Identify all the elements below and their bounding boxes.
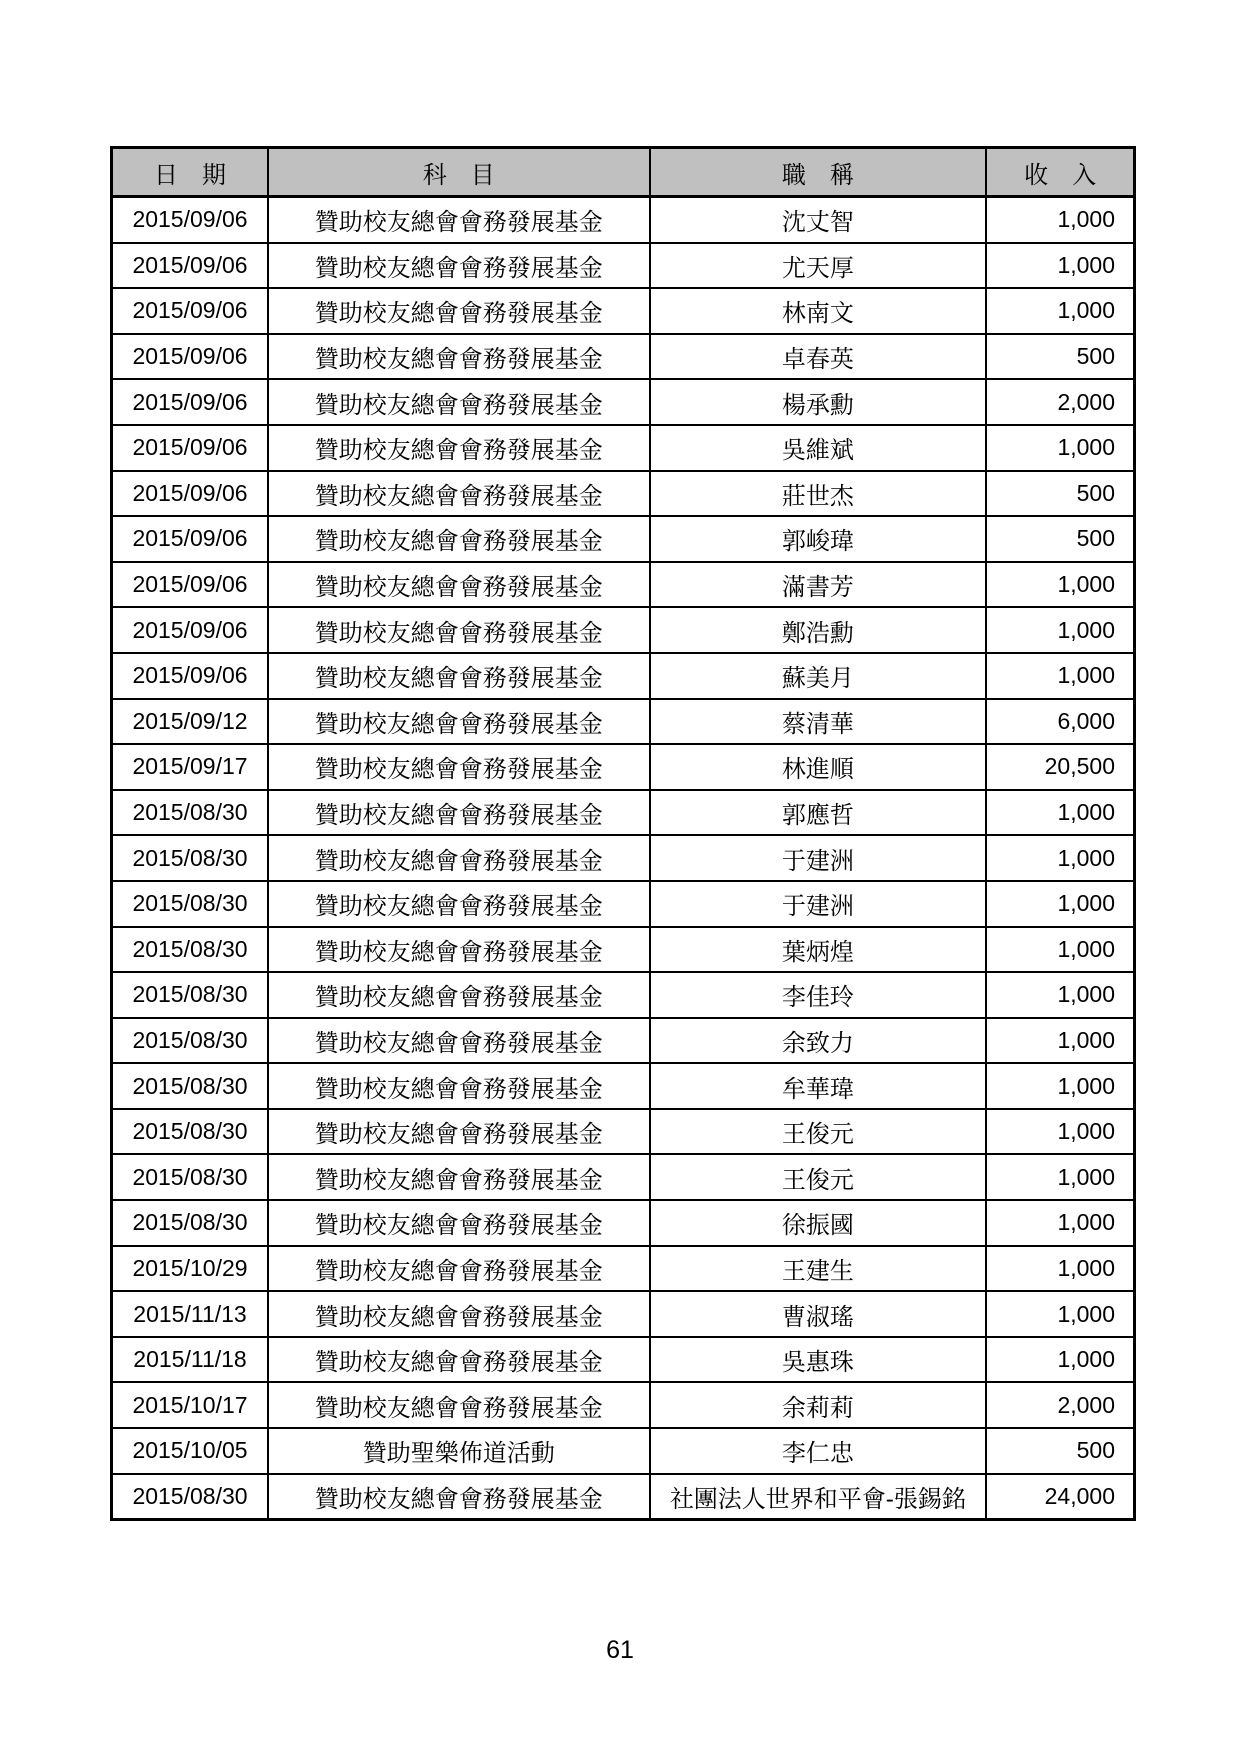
date-cell: 2015/09/06 [112,379,269,425]
date-cell: 2015/08/30 [112,1200,269,1246]
title-cell: 徐振國 [650,1200,987,1246]
table-row [112,243,1135,289]
title-cell: 李仁忠 [650,1428,987,1474]
income-cell: 1,000 [986,1018,1134,1064]
income-cell: 1,000 [986,1337,1134,1383]
income-cell: 1,000 [986,1246,1134,1292]
title-cell: 郭峻瑋 [650,516,987,562]
date-cell: 2015/09/06 [112,607,269,653]
title-cell: 葉炳煌 [650,927,987,973]
subject-cell: 贊助校友總會會務發展基金 [268,562,650,608]
title-cell: 沈丈智 [650,197,987,243]
title-cell: 余莉莉 [650,1382,987,1428]
income-cell: 1,000 [986,607,1134,653]
table-row [112,972,1135,1018]
page-number: 61 [606,1636,634,1664]
table-row [112,744,1135,790]
subject-cell: 贊助校友總會會務發展基金 [268,972,650,1018]
table-row [112,471,1135,517]
title-cell: 王俊元 [650,1109,987,1155]
income-cell: 6,000 [986,699,1134,745]
income-cell: 20,500 [986,744,1134,790]
title-cell: 林進順 [650,744,987,790]
title-cell: 李佳玲 [650,972,987,1018]
date-cell: 2015/08/30 [112,972,269,1018]
table-row [112,881,1135,927]
donation-table [110,146,1136,1521]
subject-cell: 贊助校友總會會務發展基金 [268,790,650,836]
subject-cell: 贊助校友總會會務發展基金 [268,1200,650,1246]
table-row [112,790,1135,836]
income-cell: 1,000 [986,197,1134,243]
table-row [112,425,1135,471]
subject-cell: 贊助校友總會會務發展基金 [268,744,650,790]
income-cell: 1,000 [986,835,1134,881]
table-row [112,1063,1135,1109]
title-cell: 楊承勳 [650,379,987,425]
subject-cell: 贊助校友總會會務發展基金 [268,927,650,973]
table-row [112,927,1135,973]
income-cell: 1,000 [986,1063,1134,1109]
subject-cell: 贊助校友總會會務發展基金 [268,243,650,289]
column-header-income: 收 入 [986,148,1134,197]
income-cell: 1,000 [986,562,1134,608]
date-cell: 2015/08/30 [112,1474,269,1520]
date-cell: 2015/09/06 [112,288,269,334]
subject-cell: 贊助校友總會會務發展基金 [268,516,650,562]
table-row [112,653,1135,699]
table-row [112,1382,1135,1428]
table-row [112,562,1135,608]
table-row [112,1291,1135,1337]
date-cell: 2015/11/13 [112,1291,269,1337]
income-cell: 2,000 [986,1382,1134,1428]
title-cell: 尤天厚 [650,243,987,289]
title-cell: 郭應哲 [650,790,987,836]
income-cell: 1,000 [986,972,1134,1018]
table-row [112,1474,1135,1520]
income-cell: 1,000 [986,927,1134,973]
title-cell: 余致力 [650,1018,987,1064]
date-cell: 2015/08/30 [112,1063,269,1109]
date-cell: 2015/09/17 [112,744,269,790]
date-cell: 2015/10/29 [112,1246,269,1292]
table-row [112,1154,1135,1200]
income-cell: 500 [986,516,1134,562]
title-cell: 滿書芳 [650,562,987,608]
subject-cell: 贊助校友總會會務發展基金 [268,1018,650,1064]
date-cell: 2015/10/17 [112,1382,269,1428]
table-row [112,835,1135,881]
date-cell: 2015/08/30 [112,1018,269,1064]
subject-cell: 贊助校友總會會務發展基金 [268,1337,650,1383]
title-cell: 卓春英 [650,334,987,380]
table-header-row [112,148,1135,197]
table-row [112,516,1135,562]
date-cell: 2015/09/06 [112,334,269,380]
table-row [112,379,1135,425]
subject-cell: 贊助校友總會會務發展基金 [268,653,650,699]
income-cell: 500 [986,1428,1134,1474]
column-header-title: 職 稱 [650,148,987,197]
title-cell: 吳惠珠 [650,1337,987,1383]
column-header-subject: 科 目 [268,148,650,197]
table-row [112,1337,1135,1383]
title-cell: 于建洲 [650,835,987,881]
date-cell: 2015/09/06 [112,471,269,517]
column-header-date: 日 期 [112,148,269,197]
income-cell: 500 [986,334,1134,380]
income-cell: 1,000 [986,653,1134,699]
income-cell: 1,000 [986,790,1134,836]
income-cell: 1,000 [986,288,1134,334]
date-cell: 2015/09/12 [112,699,269,745]
subject-cell: 贊助校友總會會務發展基金 [268,471,650,517]
table-row [112,288,1135,334]
title-cell: 曹淑瑤 [650,1291,987,1337]
subject-cell: 贊助校友總會會務發展基金 [268,1154,650,1200]
title-cell: 莊世杰 [650,471,987,517]
income-cell: 1,000 [986,1154,1134,1200]
title-cell: 蘇美月 [650,653,987,699]
date-cell: 2015/09/06 [112,197,269,243]
table-row [112,197,1135,243]
date-cell: 2015/08/30 [112,835,269,881]
subject-cell: 贊助校友總會會務發展基金 [268,1382,650,1428]
title-cell: 吳維斌 [650,425,987,471]
subject-cell: 贊助校友總會會務發展基金 [268,288,650,334]
table-row [112,1018,1135,1064]
date-cell: 2015/08/30 [112,790,269,836]
title-cell: 鄭浩勳 [650,607,987,653]
income-cell: 1,000 [986,243,1134,289]
income-cell: 500 [986,471,1134,517]
table-row [112,699,1135,745]
table-row [112,1246,1135,1292]
table-row [112,607,1135,653]
subject-cell: 贊助校友總會會務發展基金 [268,1063,650,1109]
income-cell: 2,000 [986,379,1134,425]
subject-cell: 贊助校友總會會務發展基金 [268,881,650,927]
subject-cell: 贊助校友總會會務發展基金 [268,425,650,471]
date-cell: 2015/09/06 [112,425,269,471]
income-cell: 1,000 [986,1109,1134,1155]
title-cell: 于建洲 [650,881,987,927]
title-cell: 林南文 [650,288,987,334]
date-cell: 2015/08/30 [112,927,269,973]
income-cell: 1,000 [986,425,1134,471]
table-row [112,334,1135,380]
subject-cell: 贊助校友總會會務發展基金 [268,699,650,745]
subject-cell: 贊助校友總會會務發展基金 [268,379,650,425]
date-cell: 2015/10/05 [112,1428,269,1474]
date-cell: 2015/09/06 [112,516,269,562]
subject-cell: 贊助校友總會會務發展基金 [268,1246,650,1292]
subject-cell: 贊助聖樂佈道活動 [268,1428,650,1474]
title-cell: 蔡清華 [650,699,987,745]
date-cell: 2015/08/30 [112,1154,269,1200]
date-cell: 2015/09/06 [112,653,269,699]
title-cell: 王建生 [650,1246,987,1292]
date-cell: 2015/08/30 [112,1109,269,1155]
subject-cell: 贊助校友總會會務發展基金 [268,197,650,243]
subject-cell: 贊助校友總會會務發展基金 [268,1474,650,1520]
subject-cell: 贊助校友總會會務發展基金 [268,1109,650,1155]
subject-cell: 贊助校友總會會務發展基金 [268,1291,650,1337]
table-row [112,1109,1135,1155]
income-cell: 1,000 [986,1291,1134,1337]
title-cell: 牟華瑋 [650,1063,987,1109]
title-cell: 社團法人世界和平會-張錫銘 [650,1474,987,1520]
income-cell: 1,000 [986,1200,1134,1246]
date-cell: 2015/08/30 [112,881,269,927]
income-cell: 1,000 [986,881,1134,927]
income-cell: 24,000 [986,1474,1134,1520]
date-cell: 2015/11/18 [112,1337,269,1383]
subject-cell: 贊助校友總會會務發展基金 [268,334,650,380]
title-cell: 王俊元 [650,1154,987,1200]
table-row [112,1200,1135,1246]
subject-cell: 贊助校友總會會務發展基金 [268,835,650,881]
date-cell: 2015/09/06 [112,562,269,608]
subject-cell: 贊助校友總會會務發展基金 [268,607,650,653]
table-row [112,1428,1135,1474]
date-cell: 2015/09/06 [112,243,269,289]
